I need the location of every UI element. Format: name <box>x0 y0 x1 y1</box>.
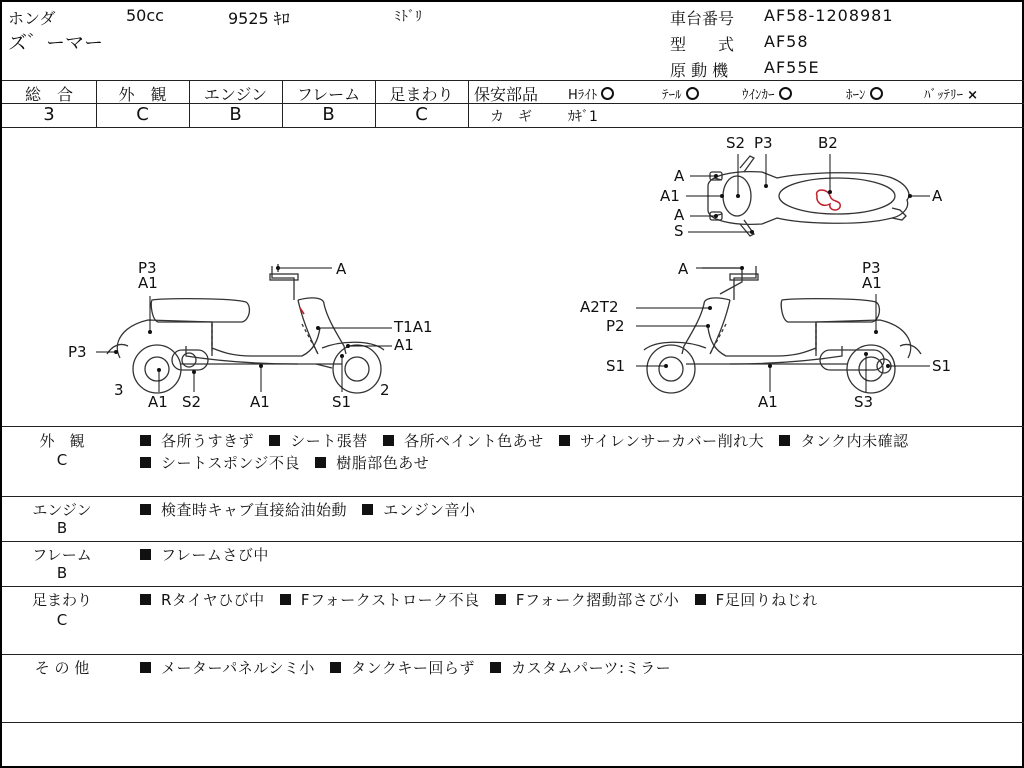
type-value: AF58 <box>764 32 809 51</box>
diagram-label: A <box>932 187 943 205</box>
ok-circle-icon <box>870 87 883 100</box>
type-label: 型 式 <box>670 35 735 54</box>
grade-header-suspension: 足まわり <box>389 85 454 104</box>
diagram-label: S3 <box>854 393 874 411</box>
bullet-icon <box>490 662 501 673</box>
diagram-label: S2 <box>726 134 746 152</box>
note-category-exterior: 外 観 <box>39 432 85 450</box>
bullet-icon <box>559 435 570 446</box>
safety-title: 保安部品 <box>474 85 539 104</box>
diagram-label: T1A1 <box>394 318 433 336</box>
bullet-icon <box>140 549 151 560</box>
diagram-label: P3 <box>138 259 157 277</box>
diagram-label: 3 <box>114 381 124 399</box>
bullet-icon <box>140 594 151 605</box>
note-grade-frame: B <box>56 564 68 582</box>
note-category-other: そ の 他 <box>34 659 90 677</box>
diagram-label: P3 <box>862 259 881 277</box>
mileage: 9525 ｷﾛ <box>228 9 290 28</box>
diagram-label: A <box>678 260 689 278</box>
diagram-label: S <box>674 222 684 240</box>
bullet-icon <box>280 594 291 605</box>
bullet-icon <box>495 594 506 605</box>
note-grade-engine: B <box>56 519 68 537</box>
bullet-icon <box>383 435 394 446</box>
note-grade-suspension: C <box>56 611 68 629</box>
diagram-label: A1 <box>138 274 158 292</box>
diagram-label: A1 <box>394 336 414 354</box>
safety-item-tail: ﾃｰﾙ <box>662 84 699 103</box>
bullet-icon <box>330 662 341 673</box>
diagram-label: S1 <box>332 393 352 411</box>
diagram-label: A2T2 <box>580 298 619 316</box>
note-line: 検査時キャブ直接給油始動 エンジン音小 <box>140 499 486 520</box>
key-label: カ ギ <box>490 109 532 125</box>
grade-header-overall: 総 合 <box>24 85 73 104</box>
safety-item-headlight: Hﾗｲﾄ <box>568 84 614 103</box>
diagram-label: A1 <box>862 274 882 292</box>
grade-header-exterior: 外 観 <box>118 85 167 104</box>
bullet-icon <box>779 435 790 446</box>
displacement: 50cc <box>126 6 164 25</box>
diagram-label: S2 <box>182 393 202 411</box>
diagram-label: P2 <box>606 317 625 335</box>
bullet-icon <box>695 594 706 605</box>
model-name: ズ゛ーマー <box>8 32 104 54</box>
grade-overall: 3 <box>43 104 55 125</box>
grade-header-frame: フレーム <box>296 85 361 104</box>
note-line: フレームさび中 <box>140 544 279 565</box>
grade-frame: B <box>322 104 335 125</box>
grade-suspension: C <box>415 104 428 125</box>
note-category-engine: エンジン <box>32 501 92 519</box>
key-value: ｶｷﾞ1 <box>568 109 598 125</box>
bullet-icon <box>362 504 373 515</box>
diagram-label: 2 <box>380 381 390 399</box>
color: ﾐﾄﾞﾘ <box>394 9 422 25</box>
damage-diagram <box>2 128 1024 426</box>
bullet-icon <box>269 435 280 446</box>
ok-circle-icon <box>601 87 614 100</box>
note-line: 各所うすきず シート張替 各所ペイント色あせ サイレンサーカバー削れ大 タンク内未確認 <box>140 430 919 451</box>
diagram-label: P3 <box>68 343 87 361</box>
safety-item-battery: ﾊﾞｯﾃﾘｰ × <box>924 88 979 103</box>
note-category-suspension: 足まわり <box>31 591 92 609</box>
grade-exterior: C <box>136 104 149 125</box>
ng-cross-icon: × <box>967 88 979 103</box>
diagram-label: B2 <box>818 134 838 152</box>
bullet-icon <box>140 435 151 446</box>
note-grade-exterior: C <box>56 451 68 469</box>
grade-header-engine: エンジン <box>203 85 268 104</box>
bullet-icon <box>140 504 151 515</box>
diagram-label: A1 <box>660 187 680 205</box>
bullet-icon <box>140 662 151 673</box>
grade-engine: B <box>229 104 242 125</box>
safety-item-horn: ﾎｰﾝ <box>846 84 883 103</box>
ok-circle-icon <box>686 87 699 100</box>
note-line: Rタイヤひび中 Fフォークストローク不良 Fフォーク摺動部さび小 F足回りねじれ <box>140 589 828 610</box>
frame-no-label: 車台番号 <box>670 9 735 28</box>
note-line: メーターパネルシミ小 タンクキー回らず カスタムパーツ:ミラー <box>140 657 681 678</box>
diagram-label: S1 <box>606 357 626 375</box>
diagram-label: A <box>674 167 685 185</box>
diagram-label: P3 <box>754 134 773 152</box>
diagram-label: A1 <box>250 393 270 411</box>
diagram-label: S1 <box>932 357 952 375</box>
note-category-frame: フレーム <box>32 546 92 564</box>
frame-no: AF58-1208981 <box>764 6 894 25</box>
bullet-icon <box>140 457 151 468</box>
safety-item-winker: ｳｲﾝｶｰ <box>742 84 792 103</box>
diagram-label: A1 <box>758 393 778 411</box>
ok-circle-icon <box>779 87 792 100</box>
maker: ホンダ <box>8 9 56 28</box>
bullet-icon <box>315 457 326 468</box>
diagram-label: A1 <box>148 393 168 411</box>
engine-label: 原 動 機 <box>670 61 729 80</box>
note-line: シートスポンジ不良 樹脂部色あせ <box>140 452 439 473</box>
engine-value: AF55E <box>764 58 820 77</box>
diagram-label: A <box>336 260 347 278</box>
diagram-label: A <box>674 206 685 224</box>
